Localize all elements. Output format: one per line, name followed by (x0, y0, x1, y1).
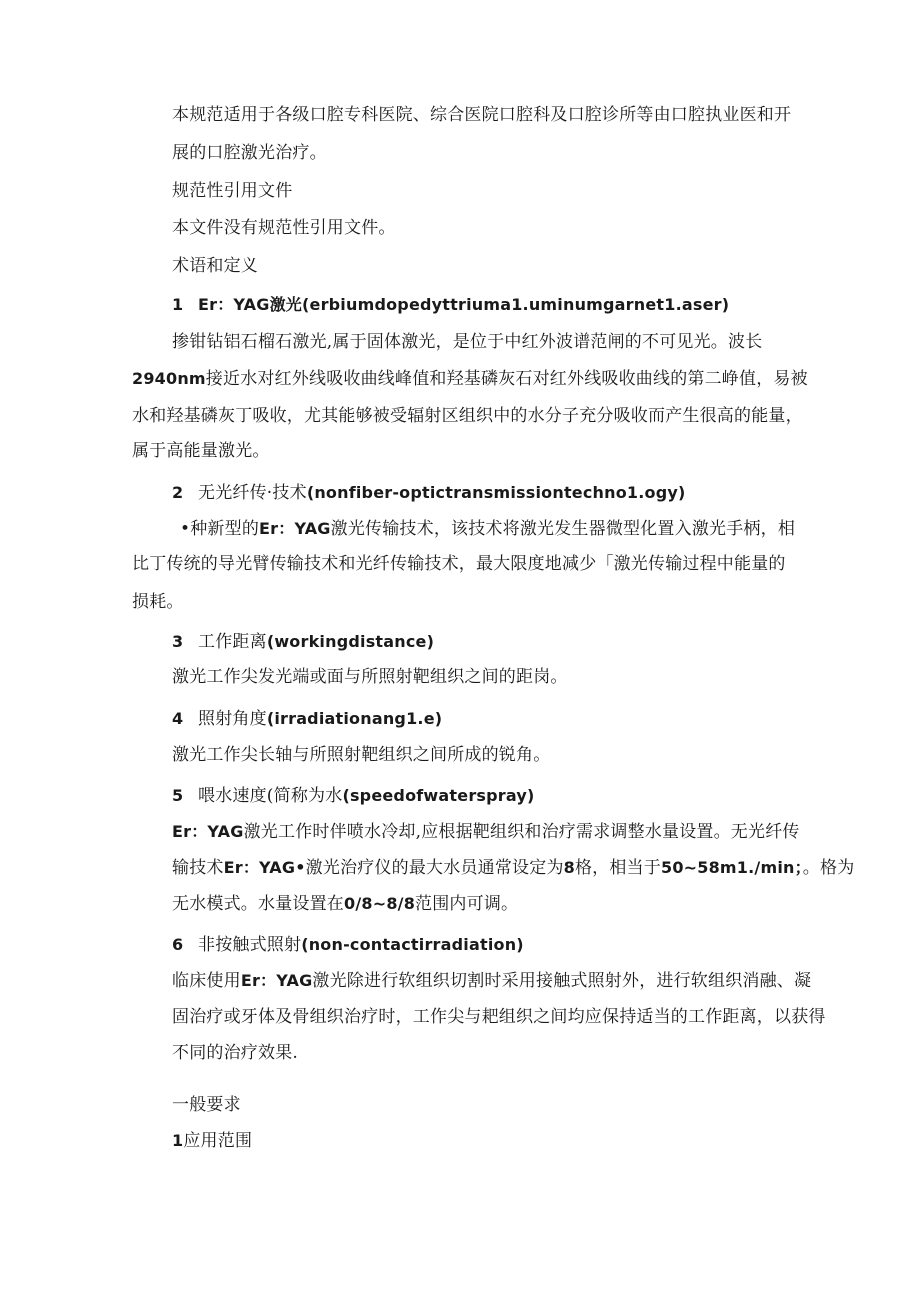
term-title-cn: 喂水速度(简称为水 (198, 786, 343, 806)
term-2-line-1: •种新型的Er：YAG激光传输技术，该技术将激光发生器微型化置入激光手柄，相 (180, 519, 796, 539)
term-number: 1 (172, 295, 184, 314)
scope-line-2: 展的口腔激光治疗。 (172, 143, 327, 163)
term-title-cn: 无光纤传·技术 (198, 483, 307, 503)
term-title-cn: Er：YAG激光 (198, 295, 302, 314)
term-number: 2 (172, 483, 184, 502)
normative-references-heading: 规范性引用文件 (172, 181, 293, 201)
normative-references-text: 本文件没有规范性引用文件。 (172, 218, 396, 238)
term-title-cn: 照射角度 (198, 709, 267, 729)
term-number: 6 (172, 935, 184, 954)
term-6-line-2: 固治疗或牙体及骨组织治疗时，工作尖与耙组织之间均应保持适当的工作距离，以获得 (172, 1007, 826, 1027)
term-title-en: (nonfiber-optictransmissiontechno1.ogy) (306, 483, 686, 502)
term-1-line-2: 2940nm接近水对红外线吸收曲线峰值和羟基磷灰石对红外线吸收曲线的第二峥值，易被 (132, 369, 808, 389)
term-3-title (172, 631, 434, 653)
term-title-en: (non-contactirradiation) (301, 935, 524, 954)
term-5-line-1: Er：YAG激光工作时伴喷水冷却,应根据靶组织和治疗需求调整水量设置。无光纤传 (172, 822, 800, 842)
general-requirements-heading: 一般要求 (172, 1095, 241, 1115)
term-5-title (172, 785, 535, 807)
term-1-line-1: 掺钳钻铝石榴石激光,属于固体激光，是位于中红外波谱范闸的不可见光。波长 (172, 332, 763, 352)
term-title-cn: 非按触式照射 (198, 935, 302, 955)
term-title-en: (irradiationang1.e) (266, 709, 443, 728)
term-number: 5 (172, 786, 184, 805)
term-6-line-1: 临床使用Er：YAG激光除进行软组织切割时采用接触式照射外，进行软组织消融、凝 (172, 971, 812, 991)
term-2-title (172, 482, 686, 504)
term-6-line-3: 不同的治疗效果. (172, 1043, 299, 1063)
term-title-en: (erbiumdopedyttriuma1.uminumgarnet1.aser) (302, 295, 730, 314)
term-title-cn: 工作距离 (198, 632, 267, 652)
wavelength-value: 2940nm (132, 369, 206, 388)
term-1-title (172, 294, 729, 316)
term-5-line-2: 输技术Er：YAG•激光治疗仪的最大水员通常设定为8格，相当于50~58m1./min；。格为 (172, 858, 855, 878)
term-4-title (172, 708, 442, 730)
term-title-en: (speedofwaterspray) (342, 786, 535, 805)
term-2-line-3: 损耗。 (132, 592, 184, 612)
section-title: 应用范围 (183, 1131, 253, 1151)
term-5-line-3: 无水模式。水量设置在0/8~8/8范围内可调。 (172, 894, 519, 914)
term-6-title (172, 934, 524, 956)
term-number: 4 (172, 709, 184, 728)
term-1-line-4: 属于高能量激光。 (132, 441, 270, 461)
terms-heading: 术语和定义 (172, 256, 258, 276)
term-2-line-2: 比丁传统的导光臂传输技术和光纤传输技术，最大限度地减少「激光传输过程中能量的 (132, 554, 786, 574)
scope-line-1: 本规范适用于各级口腔专科医院、综合医院口腔科及口腔诊所等由口腔执业医和开 (172, 105, 792, 125)
term-1-line-3: 水和羟基磷灰丁吸收，尤其能够被受辐射区组织中的水分子充分吸收而产生很高的能量， (132, 406, 803, 426)
application-scope-heading (172, 1130, 252, 1152)
term-4-line-1: 激光工作尖长轴与所照射靶组织之间所成的锐角。 (172, 745, 551, 765)
term-3-line-1: 激光工作尖发光端或面与所照射靶组织之间的距岗。 (172, 667, 568, 687)
term-title-en: (workingdistance) (266, 632, 435, 651)
section-number: 1 (172, 1131, 184, 1150)
term-number: 3 (172, 632, 184, 651)
